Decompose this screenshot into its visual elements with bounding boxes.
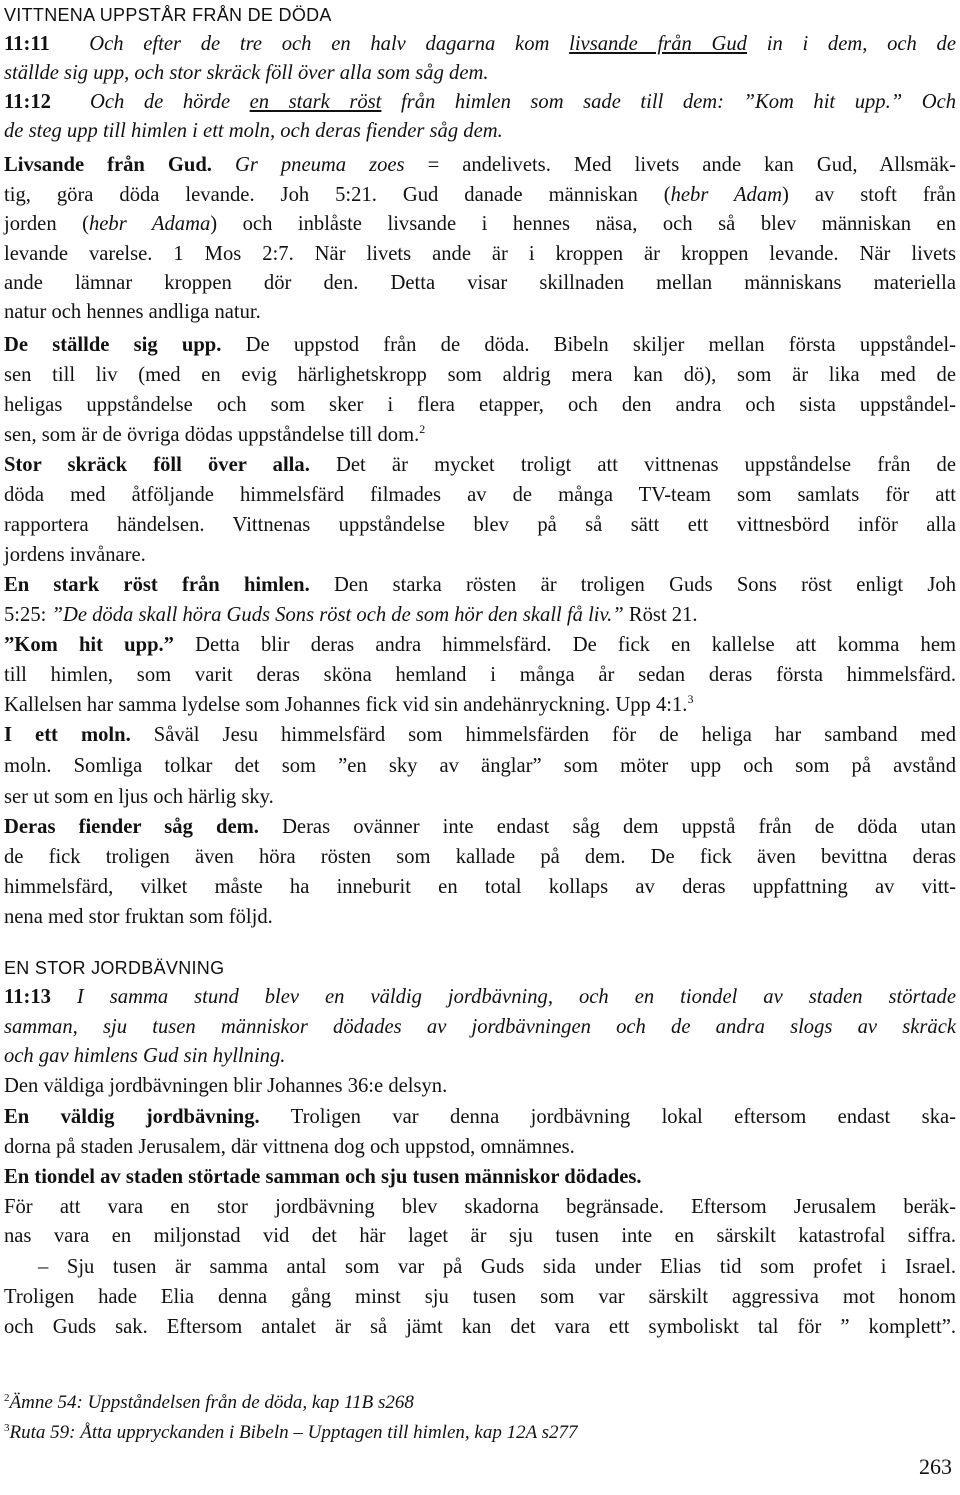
para-text: moln. Somliga tolkar det som ”en sky av änglar” som möter upp och som på avstånd (4, 755, 956, 777)
para-text: till himlen, som varit deras sköna hemland i många år sedan deras första himmelsfärd. (4, 664, 956, 686)
para-kom-line-3 (4, 690, 956, 720)
verse-11-12-line-2 (4, 116, 956, 146)
para-tiondel-line-2 (4, 1192, 956, 1222)
verse-text: från himlen som sade till dem: ”Kom hit upp.” Och (400, 91, 957, 113)
verse-text: och gav himlens Gud sin hyllning. (4, 1045, 286, 1067)
para-text: – Sju tusen är samma antal som var på Guds sida under Elias tid som profet i Israel. (38, 1256, 956, 1278)
verse-11-12-line-1 (4, 87, 956, 117)
para-text: heligas uppståndelse och som sker i flera etapper, och den andra och sista uppståndel- (4, 394, 956, 416)
para-text: De uppstod från de döda. Bibeln skiljer mellan första uppståndel- (245, 334, 956, 356)
footnote-3 (4, 1418, 956, 1448)
para-text: Troligen var denna jordbävning lokal eftersom endast ska- (290, 1106, 956, 1128)
para-fiender-line-1 (4, 812, 956, 842)
verse-11-11-line-1 (4, 29, 956, 59)
para-text: himmelsfärd, vilket måste ha inneburit en total kollaps av deras uppfattning av vitt- (4, 876, 956, 898)
para-lead: I ett moln. (4, 724, 131, 746)
para-text: Kallelsen har samma lydelse som Johannes fick vid sin andehänryckning. Upp 4:1. (4, 694, 688, 716)
para-text: Den väldiga jordbävningen blir Johannes 36:e delsyn. (4, 1075, 448, 1097)
para-text: nena med stor fruktan som följd. (4, 906, 273, 928)
para-rost-line-2 (4, 600, 956, 630)
para-text: ser ut som en ljus och härlig sky. (4, 786, 274, 808)
para-text: natur och hennes andliga natur. (4, 301, 261, 323)
para-stallde-line-1 (4, 330, 956, 360)
para-text: jordens invånare. (4, 544, 146, 566)
para-lead: Livsande från Gud. (4, 154, 212, 176)
verse-text: in i dem, och de (766, 33, 956, 55)
para-text: För att vara en stor jordbävning blev skadorna begränsade. Eftersom Jerusalem beräk- (4, 1196, 956, 1218)
verse-text: Och efter de tre och en halv dagarna kom (89, 33, 550, 55)
para-text: ) av stoft från (782, 184, 956, 206)
footnote-2 (4, 1388, 956, 1418)
para-text: dorna på staden Jerusalem, där vittnena dog och uppstod, omnämnes. (4, 1136, 575, 1158)
verse-text: ställde sig upp, och stor skräck föll över alla som såg dem. (4, 62, 489, 84)
para-lead: En stark röst från himlen. (4, 574, 310, 596)
verse-text: samman, sju tusen människor dödades av jordbävningen och de andra slogs av skräck (4, 1016, 956, 1038)
para-text: = andelivets. Med livets ande kan Gud, Allsmäk- (427, 154, 956, 176)
verse-11-13-line-3 (4, 1041, 956, 1071)
footnote-ref[interactable]: 2 (419, 422, 426, 436)
para-stallde-line-4 (4, 420, 956, 450)
verse-11-13-line-1 (4, 982, 956, 1012)
footnote-ref[interactable]: 3 (687, 692, 694, 706)
para-livsande-line-1 (4, 150, 956, 180)
para-text: jorden ( (4, 213, 89, 235)
page-number: 263 (919, 1454, 952, 1479)
verse-text: Och de hörde (90, 91, 231, 113)
para-fiender-line-2 (4, 842, 956, 872)
para-lead: Stor skräck föll över alla. (4, 454, 310, 476)
para-text: döda med åtföljande himmelsfärd filmades av de många TV-team som samlats för att (4, 484, 956, 506)
para-tiondel-line-1 (4, 1162, 956, 1192)
para-text: Den starka rösten är troligen Guds Sons röst enligt Joh (334, 574, 957, 596)
para-lead: Deras fiender såg dem. (4, 816, 259, 838)
para-livsande-line-3 (4, 209, 956, 239)
para-skrack-line-1 (4, 450, 956, 480)
para-text: nas vara en miljonstad vid det här laget är sju tusen inte en särskilt katastrofal siffra. (4, 1225, 956, 1247)
para-lead: De ställde sig upp. (4, 334, 222, 356)
para-rost-line-1 (4, 570, 956, 600)
verse-number: 11:12 (4, 91, 51, 113)
heading-text: EN STOR JORDBÄVNING (4, 958, 225, 978)
para-text: Såväl Jesu himmelsfärd som himmelsfärden för de heliga har samband med (153, 724, 956, 746)
footnote-number: 3 (4, 1422, 10, 1434)
para-moln-line-3 (4, 782, 956, 812)
para-text: Deras ovänner inte endast såg dem uppstå från de döda utan (282, 816, 956, 838)
para-moln-line-1 (4, 720, 956, 750)
para-text: 5:25: (4, 604, 47, 626)
para-tiondel-line-5 (4, 1282, 956, 1312)
para-text: ande lämnar kroppen dör den. Detta visar skillnaden mellan människans materiella (4, 272, 956, 294)
verse-text: I samma stund blev en väldig jordbävning, och en tiondel av staden störtade (76, 986, 956, 1008)
verse-11-13-line-2 (4, 1012, 956, 1042)
para-skrack-line-3 (4, 510, 956, 540)
section-heading-witnesses (4, 0, 956, 30)
para-text: Detta blir deras andra himmelsfärd. De fick en kallelse att komma hem (195, 634, 956, 656)
para-moln-line-2 (4, 751, 956, 781)
para-text: rapportera händelsen. Vittnenas uppståndelse blev på så sätt ett vittnesbörd inför alla (4, 514, 956, 536)
para-lead: ”Kom hit upp.” (4, 634, 174, 656)
para-text: de fick troligen även höra rösten som kallade på dem. De fick även bevittna deras (4, 846, 956, 868)
para-text: Troligen hade Elia denna gång minst sju tusen som var särskilt aggressiva mot honom (4, 1286, 956, 1308)
greek-term: Gr pneuma zoes (234, 154, 405, 176)
para-valdig-line-2 (4, 1132, 956, 1162)
para-text: Röst 21. (628, 604, 698, 626)
para-text: ) och inblåste livsande i hennes näsa, och så blev människan en (210, 213, 956, 235)
para-kom-line-2 (4, 660, 956, 690)
para-fiender-line-3 (4, 872, 956, 902)
footnote-text: Ämne 54: Uppståndelsen från de döda, kap 11B s268 (9, 1392, 414, 1413)
para-tiondel-line-6 (4, 1312, 956, 1342)
para-stallde-line-3 (4, 390, 956, 420)
hebrew-term: hebr Adama (89, 213, 211, 235)
para-livsande-line-2 (4, 180, 956, 210)
para-livsande-line-6 (4, 297, 956, 327)
para-kom-line-1 (4, 630, 956, 660)
para-text: tig, göra döda levande. Joh 5:21. Gud danade människan ( (4, 184, 671, 206)
verse-number: 11:13 (4, 986, 51, 1008)
para-skrack-line-4 (4, 540, 956, 570)
para-text: sen till liv (med en evig härlighetskropp som aldrig mera kan dö), som är lika med de (4, 364, 956, 386)
para-text: levande varelse. 1 Mos 2:7. När livets ande är i kroppen är kroppen levande. När livets (4, 243, 956, 265)
heading-text: VITTNENA UPPSTÅR FRÅN DE DÖDA (4, 5, 332, 25)
verse-number: 11:11 (4, 33, 50, 55)
para-text: sen, som är de övriga dödas uppståndelse till dom. (4, 424, 420, 446)
verse-11-11-line-2 (4, 58, 956, 88)
quoted-verse: ”De döda skall höra Guds Sons röst och de som hör den skall få liv.” (51, 604, 624, 626)
para-livsande-line-5 (4, 268, 956, 298)
verse-underlined: livsande från Gud (569, 33, 747, 55)
para-tiondel-line-3 (4, 1221, 956, 1251)
para-tiondel-line-4 (4, 1252, 956, 1282)
para-lead: En tiondel av staden störtade samman och sju tusen människor dödades. (4, 1166, 642, 1188)
para-fiender-line-4 (4, 902, 956, 932)
footnote-number: 2 (4, 1392, 10, 1404)
para-stallde-line-2 (4, 360, 956, 390)
delsyn-line (4, 1071, 956, 1101)
hebrew-term: hebr Adam (670, 184, 783, 206)
para-text: Det är mycket troligt att vittnenas uppståndelse från de (336, 454, 956, 476)
para-lead: En väldig jordbävning. (4, 1106, 260, 1128)
footnote-text: Ruta 59: Åtta uppryckanden i Bibeln – Upptagen till himlen, kap 12A s277 (9, 1422, 578, 1443)
para-livsande-line-4 (4, 239, 956, 269)
para-skrack-line-2 (4, 480, 956, 510)
verse-underlined: en stark röst (249, 91, 382, 113)
para-valdig-line-1 (4, 1102, 956, 1132)
verse-text: de steg upp till himlen i ett moln, och deras fiender såg dem. (4, 120, 503, 142)
section-heading-earthquake (4, 953, 956, 983)
para-text: och Guds sak. Eftersom antalet är så jämt kan det vara ett symboliskt tal för ” komplett”. (4, 1316, 956, 1338)
